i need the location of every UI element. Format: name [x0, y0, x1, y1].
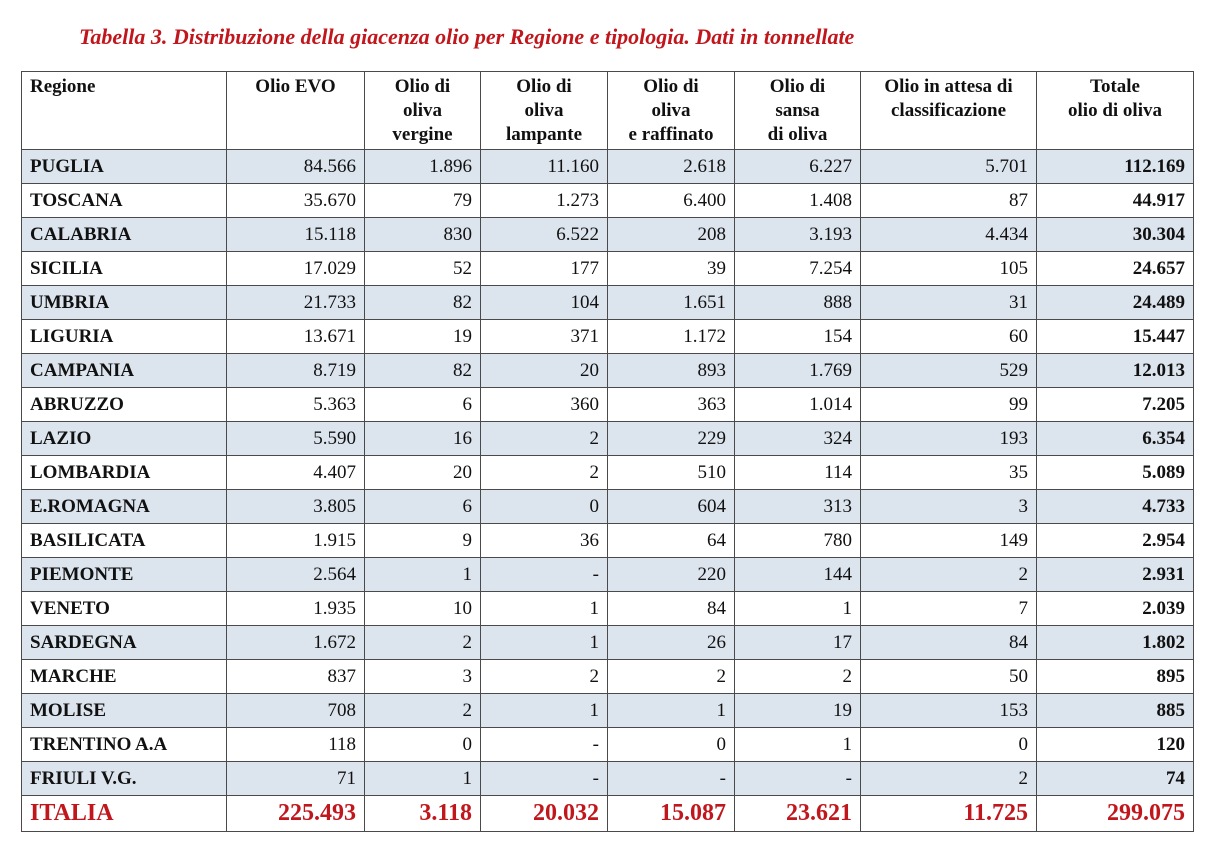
value-cell: 7 — [861, 592, 1037, 626]
value-cell: 60 — [861, 320, 1037, 354]
total-cell: 24.657 — [1037, 252, 1194, 286]
value-cell: 64 — [608, 524, 735, 558]
value-cell: 23.621 — [735, 796, 861, 832]
value-cell: 71 — [227, 762, 365, 796]
region-cell: TRENTINO A.A — [22, 728, 227, 762]
column-header-line: oliva — [651, 100, 691, 121]
value-cell: 1 — [481, 626, 608, 660]
value-cell: 82 — [365, 354, 481, 388]
region-cell: MOLISE — [22, 694, 227, 728]
region-cell: MARCHE — [22, 660, 227, 694]
total-cell: 2.039 — [1037, 592, 1194, 626]
column-header-line: di oliva — [767, 124, 828, 145]
value-cell: 19 — [365, 320, 481, 354]
table-row — [22, 218, 1194, 252]
column-header-line: Regione — [30, 76, 96, 97]
value-cell: 20.032 — [481, 796, 608, 832]
value-cell: 8.719 — [227, 354, 365, 388]
column-header-line: Olio di — [516, 76, 572, 97]
value-cell: 0 — [608, 728, 735, 762]
total-cell: 120 — [1037, 728, 1194, 762]
table-row — [22, 456, 1194, 490]
value-cell: 154 — [735, 320, 861, 354]
column-header — [1037, 72, 1194, 150]
value-cell: 177 — [481, 252, 608, 286]
value-cell: 837 — [227, 660, 365, 694]
value-cell: 21.733 — [227, 286, 365, 320]
column-header-line: Olio di — [394, 76, 451, 97]
value-cell: 149 — [861, 524, 1037, 558]
table-row — [22, 354, 1194, 388]
table-row — [22, 252, 1194, 286]
total-cell: 74 — [1037, 762, 1194, 796]
value-cell: 371 — [481, 320, 608, 354]
value-cell: 10 — [365, 592, 481, 626]
value-cell: 5.590 — [227, 422, 365, 456]
total-cell: 2.931 — [1037, 558, 1194, 592]
value-cell: 208 — [608, 218, 735, 252]
value-cell: - — [481, 728, 608, 762]
value-cell: 20 — [481, 354, 608, 388]
column-header — [365, 72, 481, 150]
value-cell: 118 — [227, 728, 365, 762]
region-cell: LAZIO — [22, 422, 227, 456]
value-cell: 324 — [735, 422, 861, 456]
column-header — [861, 72, 1037, 150]
value-cell: 893 — [608, 354, 735, 388]
value-cell: 510 — [608, 456, 735, 490]
table-caption: Tabella 3. Distribuzione della giacenza olio per Regione e tipologia. Dati in tonnellate — [79, 24, 855, 49]
table-row — [22, 660, 1194, 694]
value-cell: 2 — [481, 456, 608, 490]
region-cell: TOSCANA — [22, 184, 227, 218]
table-row — [22, 558, 1194, 592]
value-cell: 87 — [861, 184, 1037, 218]
table-row — [22, 728, 1194, 762]
total-cell: 24.489 — [1037, 286, 1194, 320]
value-cell: 17 — [735, 626, 861, 660]
value-cell: 2 — [365, 626, 481, 660]
value-cell: 363 — [608, 388, 735, 422]
value-cell: 604 — [608, 490, 735, 524]
value-cell: 229 — [608, 422, 735, 456]
column-header-line: oliva — [524, 100, 564, 121]
region-cell: SARDEGNA — [22, 626, 227, 660]
column-header-line: Olio in attesa di — [884, 76, 1013, 97]
value-cell: 6 — [365, 490, 481, 524]
value-cell: 3.193 — [735, 218, 861, 252]
value-cell: 6.227 — [735, 150, 861, 184]
value-cell: 4.434 — [861, 218, 1037, 252]
value-cell: 2 — [365, 694, 481, 728]
value-cell: 1.651 — [608, 286, 735, 320]
value-cell: 1 — [365, 762, 481, 796]
value-cell: 0 — [481, 490, 608, 524]
value-cell: 2 — [481, 660, 608, 694]
header-row — [22, 72, 1194, 150]
column-header-line: e raffinato — [628, 124, 714, 145]
value-cell: 3.805 — [227, 490, 365, 524]
value-cell: 31 — [861, 286, 1037, 320]
column-header-line: classificazione — [890, 100, 1007, 121]
value-cell: - — [735, 762, 861, 796]
region-cell: PIEMONTE — [22, 558, 227, 592]
region-cell: LIGURIA — [22, 320, 227, 354]
value-cell: 1.935 — [227, 592, 365, 626]
value-cell: 105 — [861, 252, 1037, 286]
region-cell: E.ROMAGNA — [22, 490, 227, 524]
value-cell: 6 — [365, 388, 481, 422]
value-cell: - — [608, 762, 735, 796]
value-cell: 15.087 — [608, 796, 735, 832]
value-cell: 1 — [365, 558, 481, 592]
value-cell: 79 — [365, 184, 481, 218]
table-row — [22, 490, 1194, 524]
value-cell: 50 — [861, 660, 1037, 694]
table-body — [22, 150, 1194, 832]
region-cell: CAMPANIA — [22, 354, 227, 388]
table-row — [22, 626, 1194, 660]
value-cell: 11.160 — [481, 150, 608, 184]
value-cell: 1.014 — [735, 388, 861, 422]
value-cell: 1 — [735, 592, 861, 626]
region-cell: VENETO — [22, 592, 227, 626]
value-cell: 84.566 — [227, 150, 365, 184]
column-header — [227, 72, 365, 150]
value-cell: 35 — [861, 456, 1037, 490]
table-row — [22, 150, 1194, 184]
total-cell: 12.013 — [1037, 354, 1194, 388]
value-cell: 20 — [365, 456, 481, 490]
region-cell: CALABRIA — [22, 218, 227, 252]
value-cell: 1.172 — [608, 320, 735, 354]
value-cell: 11.725 — [861, 796, 1037, 832]
value-cell: 1.672 — [227, 626, 365, 660]
table-row — [22, 320, 1194, 354]
value-cell: 225.493 — [227, 796, 365, 832]
column-header — [481, 72, 608, 150]
region-cell: LOMBARDIA — [22, 456, 227, 490]
value-cell: 2 — [861, 762, 1037, 796]
total-cell: 885 — [1037, 694, 1194, 728]
value-cell: 52 — [365, 252, 481, 286]
total-cell: 112.169 — [1037, 150, 1194, 184]
column-header-line: olio di oliva — [1068, 100, 1162, 121]
table-row — [22, 762, 1194, 796]
total-cell: 30.304 — [1037, 218, 1194, 252]
column-header-line: sansa — [775, 100, 820, 121]
value-cell: 708 — [227, 694, 365, 728]
region-cell: BASILICATA — [22, 524, 227, 558]
value-cell: 82 — [365, 286, 481, 320]
column-header-line: Totale — [1090, 76, 1140, 97]
column-header — [608, 72, 735, 150]
value-cell: 153 — [861, 694, 1037, 728]
table-row — [22, 388, 1194, 422]
value-cell: 0 — [861, 728, 1037, 762]
value-cell: 1.273 — [481, 184, 608, 218]
value-cell: 1.769 — [735, 354, 861, 388]
value-cell: 529 — [861, 354, 1037, 388]
value-cell: 26 — [608, 626, 735, 660]
column-header-line: lampante — [506, 124, 582, 145]
column-header-line: oliva — [402, 100, 443, 121]
total-cell: 44.917 — [1037, 184, 1194, 218]
region-cell: UMBRIA — [22, 286, 227, 320]
value-cell: 2.564 — [227, 558, 365, 592]
value-cell: 5.701 — [861, 150, 1037, 184]
value-cell: 15.118 — [227, 218, 365, 252]
value-cell: 193 — [861, 422, 1037, 456]
value-cell: 0 — [365, 728, 481, 762]
total-cell: 4.733 — [1037, 490, 1194, 524]
table-row — [22, 184, 1194, 218]
value-cell: 2 — [608, 660, 735, 694]
value-cell: 313 — [735, 490, 861, 524]
table-row — [22, 592, 1194, 626]
total-cell: 895 — [1037, 660, 1194, 694]
value-cell: 4.407 — [227, 456, 365, 490]
value-cell: - — [481, 558, 608, 592]
column-header — [22, 72, 227, 150]
value-cell: 1 — [735, 728, 861, 762]
value-cell: 1.896 — [365, 150, 481, 184]
value-cell: 16 — [365, 422, 481, 456]
value-cell: 6.522 — [481, 218, 608, 252]
value-cell: 888 — [735, 286, 861, 320]
value-cell: 84 — [861, 626, 1037, 660]
region-cell: ITALIA — [22, 796, 227, 832]
value-cell: 1 — [481, 694, 608, 728]
table-row — [22, 524, 1194, 558]
value-cell: 2.618 — [608, 150, 735, 184]
data-table — [21, 71, 1194, 832]
value-cell: 1 — [608, 694, 735, 728]
value-cell: 17.029 — [227, 252, 365, 286]
column-header — [735, 72, 861, 150]
value-cell: 3 — [365, 660, 481, 694]
value-cell: 99 — [861, 388, 1037, 422]
table-row — [22, 422, 1194, 456]
column-header-line: Olio EVO — [255, 76, 336, 97]
region-cell: FRIULI V.G. — [22, 762, 227, 796]
total-cell: 6.354 — [1037, 422, 1194, 456]
column-header-line: vergine — [392, 124, 453, 145]
value-cell: 830 — [365, 218, 481, 252]
value-cell: 1 — [481, 592, 608, 626]
value-cell: 35.670 — [227, 184, 365, 218]
column-header-line: Olio di — [769, 76, 826, 97]
table-row — [22, 694, 1194, 728]
value-cell: 220 — [608, 558, 735, 592]
total-cell: 15.447 — [1037, 320, 1194, 354]
value-cell: 9 — [365, 524, 481, 558]
total-cell: 5.089 — [1037, 456, 1194, 490]
value-cell: 1.408 — [735, 184, 861, 218]
value-cell: 114 — [735, 456, 861, 490]
value-cell: 1.915 — [227, 524, 365, 558]
value-cell: 39 — [608, 252, 735, 286]
value-cell: 144 — [735, 558, 861, 592]
total-cell: 299.075 — [1037, 796, 1194, 832]
value-cell: 84 — [608, 592, 735, 626]
total-cell: 1.802 — [1037, 626, 1194, 660]
value-cell: 2 — [861, 558, 1037, 592]
value-cell: 3 — [861, 490, 1037, 524]
value-cell: 2 — [481, 422, 608, 456]
value-cell: 36 — [481, 524, 608, 558]
value-cell: 5.363 — [227, 388, 365, 422]
region-cell: ABRUZZO — [22, 388, 227, 422]
region-cell: SICILIA — [22, 252, 227, 286]
region-cell: PUGLIA — [22, 150, 227, 184]
table-row — [22, 286, 1194, 320]
total-cell: 7.205 — [1037, 388, 1194, 422]
value-cell: 780 — [735, 524, 861, 558]
value-cell: 13.671 — [227, 320, 365, 354]
value-cell: - — [481, 762, 608, 796]
value-cell: 2 — [735, 660, 861, 694]
value-cell: 104 — [481, 286, 608, 320]
total-cell: 2.954 — [1037, 524, 1194, 558]
value-cell: 7.254 — [735, 252, 861, 286]
value-cell: 360 — [481, 388, 608, 422]
value-cell: 6.400 — [608, 184, 735, 218]
value-cell: 3.118 — [365, 796, 481, 832]
value-cell: 19 — [735, 694, 861, 728]
total-row — [22, 796, 1194, 832]
column-header-line: Olio di — [643, 76, 699, 97]
